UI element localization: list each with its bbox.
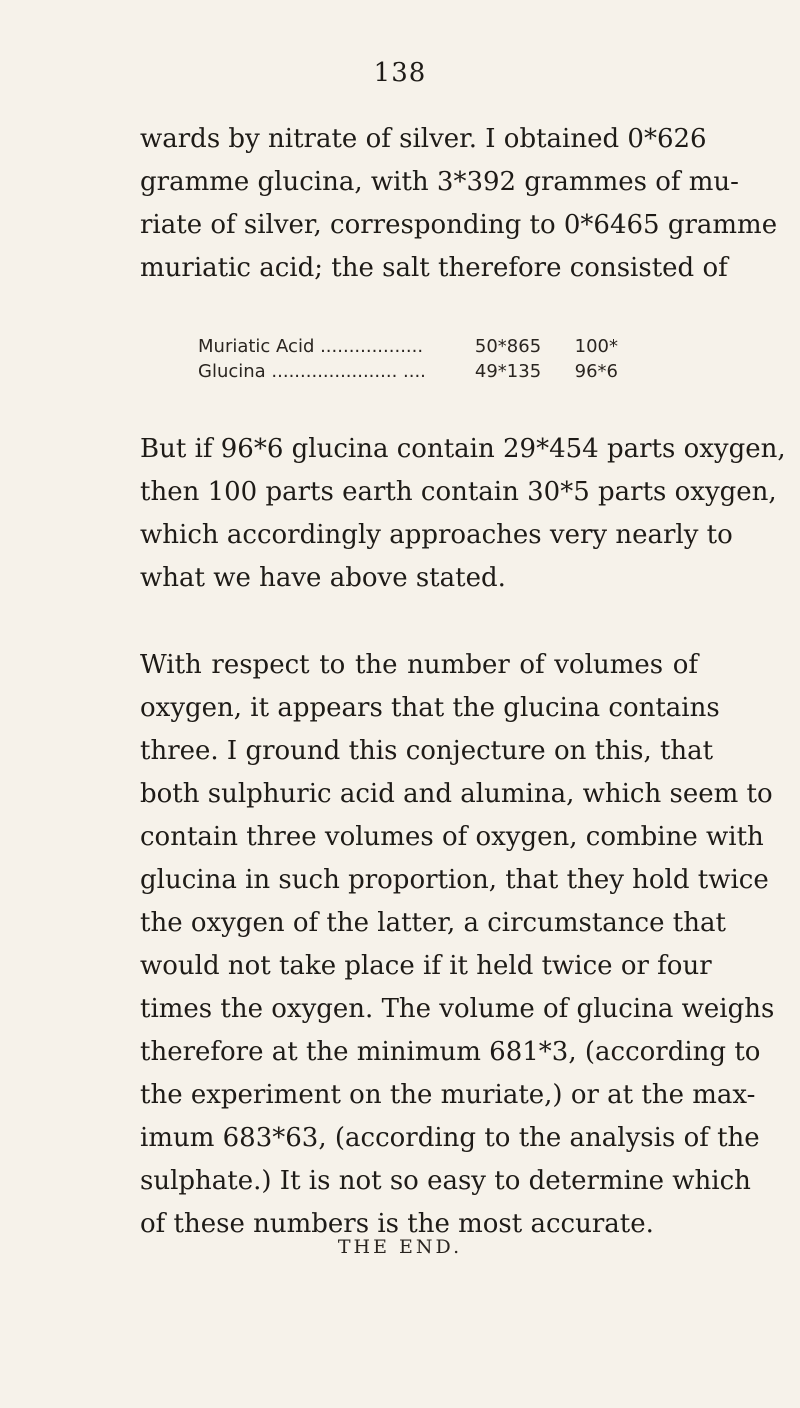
text-line: contain three volumes of oxygen, combine with: [140, 822, 764, 852]
table-row: [198, 359, 618, 384]
text-line: of these numbers is the most accurate.: [140, 1209, 654, 1239]
page-number: 138: [373, 58, 427, 88]
composition-table: [198, 334, 618, 384]
text-line: But if 96*6 glucina contain 29*454 parts oxygen,: [140, 434, 786, 464]
text-line: the experiment on the muriate,) or at the max-: [140, 1080, 756, 1110]
text-line: times the oxygen. The volume of glucina weighs: [140, 994, 775, 1024]
text-line: gramme glucina, with 3*392 grammes of mu-: [140, 167, 739, 197]
table-cell-value: 49*135: [474, 361, 542, 382]
table-cell-value: 50*865: [474, 336, 542, 357]
table-cell-label: Muriatic Acid ..................: [198, 336, 424, 357]
text-line: the oxygen of the latter, a circumstance that: [140, 908, 726, 938]
text-line: wards by nitrate of silver. I obtained 0*626: [140, 124, 707, 154]
text-line: muriatic acid; the salt therefore consisted of: [140, 253, 728, 283]
text-line: With respect to the number of volumes of: [140, 650, 698, 680]
table-cell-value: 96*6: [574, 361, 618, 382]
table-cell-value: 100*: [574, 336, 618, 357]
text-line: what we have above stated.: [140, 563, 506, 593]
paragraph-1: [140, 118, 778, 290]
paragraph-2: [140, 428, 786, 600]
text-line: imum 683*63, (according to the analysis of the: [140, 1123, 760, 1153]
text-line: therefore at the minimum 681*3, (according to: [140, 1037, 761, 1067]
text-line: would not take place if it held twice or four: [140, 951, 712, 981]
text-line: sulphate.) It is not so easy to determine which: [140, 1166, 751, 1196]
text-line: three. I ground this conjecture on this, that: [140, 736, 714, 766]
table-row: [198, 334, 618, 359]
text-line: then 100 parts earth contain 30*5 parts oxygen,: [140, 477, 777, 507]
text-line: oxygen, it appears that the glucina contains: [140, 693, 720, 723]
paragraph-3: [140, 644, 775, 1246]
the-end-label: THE END.: [337, 1236, 463, 1258]
text-line: glucina in such proportion, that they hold twice: [140, 865, 769, 895]
text-line: which accordingly approaches very nearly to: [140, 520, 733, 550]
text-line: both sulphuric acid and alumina, which seem to: [140, 779, 773, 809]
table-cell-label: Glucina ...................... ....: [198, 361, 426, 382]
text-line: riate of silver, corresponding to 0*6465 gramme: [140, 210, 778, 240]
